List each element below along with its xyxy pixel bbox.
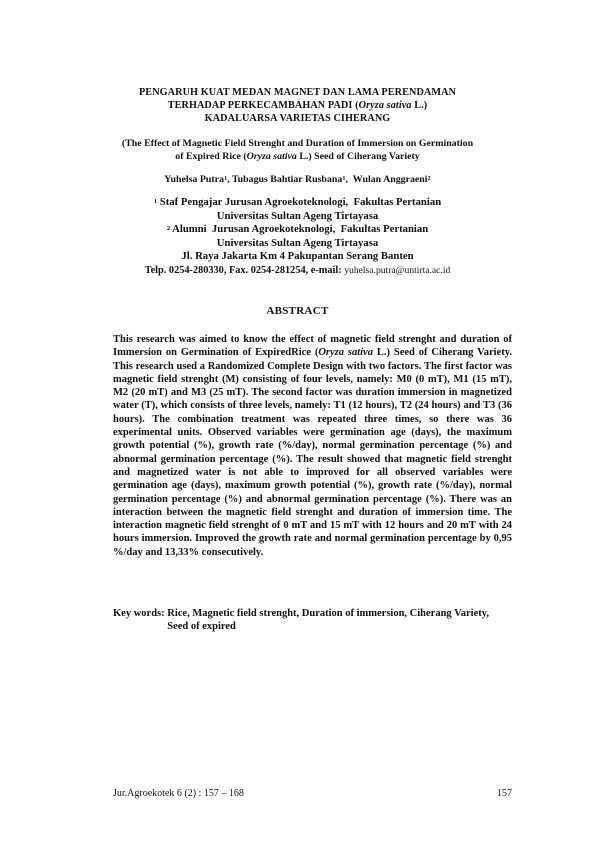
contact-phone-fax: Telp. 0254-280330, Fax. 0254-281254, e-mail: bbox=[144, 264, 345, 276]
title-en-line-2-pre: of Expired Rice ( bbox=[175, 151, 247, 162]
author-1-affil: 1 bbox=[223, 175, 228, 182]
abstract-text-post: L.) Seed of Ciherang Variety. This research used a Randomized Complete Design with two factors. The first factor was magnetic field strenght (M) consisting of four levels, namely: M0 (0 mT), M1 (15 mT), M2 (20 mT) and M3 (25 mT). The second factor was duration immersion in magnetized water (T), which consists of three levels, namely: T1 (12 hours), T2 (24 hours) and T3 (36 hours). The combination treatment was repeated three times, so there was 36 experimental units. Observed variables were germination age (days), the maximum growth potential (%), growth rate (%/day), normal germination percentage (%) and abnormal germination percentage (%). The result showed that magnetic field strenght and magnetized water is not able to improved for all observed variables were germination age (days), maximum growth potential (%), growth rate (%/day), normal germination percentage (%) and abnormal germination percentage (%). There was an interaction between the magnetic field strenght and duration of immersion time. The interaction magnetic field strenght of 0 mT and 15 mT with 12 hours and 20 mT with 24 hours immersion. Improved the growth rate and normal germination percentage by 0,95 %/day and 13,33% consecutively. bbox=[113, 347, 512, 558]
title-en-line-2 bbox=[0, 150, 595, 163]
title-id-line-2 bbox=[0, 99, 595, 112]
affiliation-1-text: Staf Pengajar Jurusan Agroekoteknologi, Fakultas Pertanian bbox=[157, 196, 442, 208]
affiliation-2 bbox=[0, 223, 595, 237]
title-indonesian bbox=[0, 86, 595, 125]
author-3-affil: 2 bbox=[427, 175, 431, 182]
abstract-body bbox=[113, 333, 512, 559]
abstract-text-pre: This research was aimed to know the effect of magnetic field strenght and duration of Immersion on Germination of ExpiredRice ( bbox=[113, 334, 512, 359]
journal-citation: Jur.Agroekotek 6 (2) : 157 – 168 bbox=[113, 788, 244, 799]
author-2 bbox=[232, 174, 353, 185]
author-2-name: Tubagus Bahtiar Rusbana bbox=[231, 174, 343, 185]
affiliations bbox=[0, 196, 595, 277]
affiliation-2-university: Universitas Sultan Ageng Tirtayasa bbox=[216, 236, 379, 249]
affiliation-1-university: Universitas Sultan Ageng Tirtayasa bbox=[216, 209, 379, 222]
affiliation-1-marker: 1 bbox=[153, 198, 158, 205]
author-2-affil: 1 bbox=[342, 175, 346, 182]
page-footer bbox=[113, 788, 512, 799]
keywords-label: Key words: bbox=[113, 608, 168, 619]
abstract-heading: ABSTRACT bbox=[266, 305, 329, 317]
title-id-line-2-pre: TERHADAP PERKECAMBAHAN PADI ( bbox=[167, 100, 359, 111]
author-3 bbox=[353, 174, 431, 185]
title-id-line-2-post: L.) bbox=[411, 100, 428, 111]
keywords-text: Rice, Magnetic field strenght, Duration of immersion, Ciherang Variety, Seed of expired bbox=[167, 608, 490, 633]
title-english bbox=[0, 137, 595, 163]
address: Jl. Raya Jakarta Km 4 Pakupantan Serang Banten bbox=[181, 250, 414, 262]
affiliation-2-text: Alumni Jurusan Agroekoteknologi, Fakultas Pertanian bbox=[170, 223, 429, 235]
affiliation-1 bbox=[0, 196, 595, 210]
affiliation-2-marker: 2 bbox=[166, 225, 171, 232]
contact-line bbox=[0, 264, 595, 278]
author-1 bbox=[164, 174, 232, 185]
title-id-line-1: PENGARUH KUAT MEDAN MAGNET DAN LAMA PERENDAMAN bbox=[138, 87, 456, 98]
author-2-sep: , bbox=[345, 174, 353, 185]
keywords-row bbox=[113, 607, 512, 634]
title-id-species: Oryza sativa bbox=[358, 100, 412, 111]
abstract-species: Oryza sativa bbox=[318, 347, 373, 359]
email-link[interactable]: yuhelsa.putra@untirta.ac.id bbox=[344, 264, 451, 276]
author-3-name: Wulan Anggraeni bbox=[352, 174, 428, 185]
page-number: 157 bbox=[497, 788, 512, 799]
title-en-line-1: (The Effect of Magnetic Field Strenght and Duration of Immersion on Germination bbox=[121, 138, 474, 149]
keywords bbox=[113, 607, 512, 634]
title-en-species: Oryza sativa bbox=[246, 151, 297, 162]
title-id-line-3: KADALUARSA VARIETAS CIHERANG bbox=[204, 113, 391, 124]
title-en-line-2-post: L.) Seed of Ciherang Variety bbox=[296, 151, 420, 162]
author-1-name: Yuhelsa Putra bbox=[164, 174, 224, 185]
author-1-sep: , bbox=[227, 174, 232, 185]
author-list bbox=[0, 173, 595, 186]
